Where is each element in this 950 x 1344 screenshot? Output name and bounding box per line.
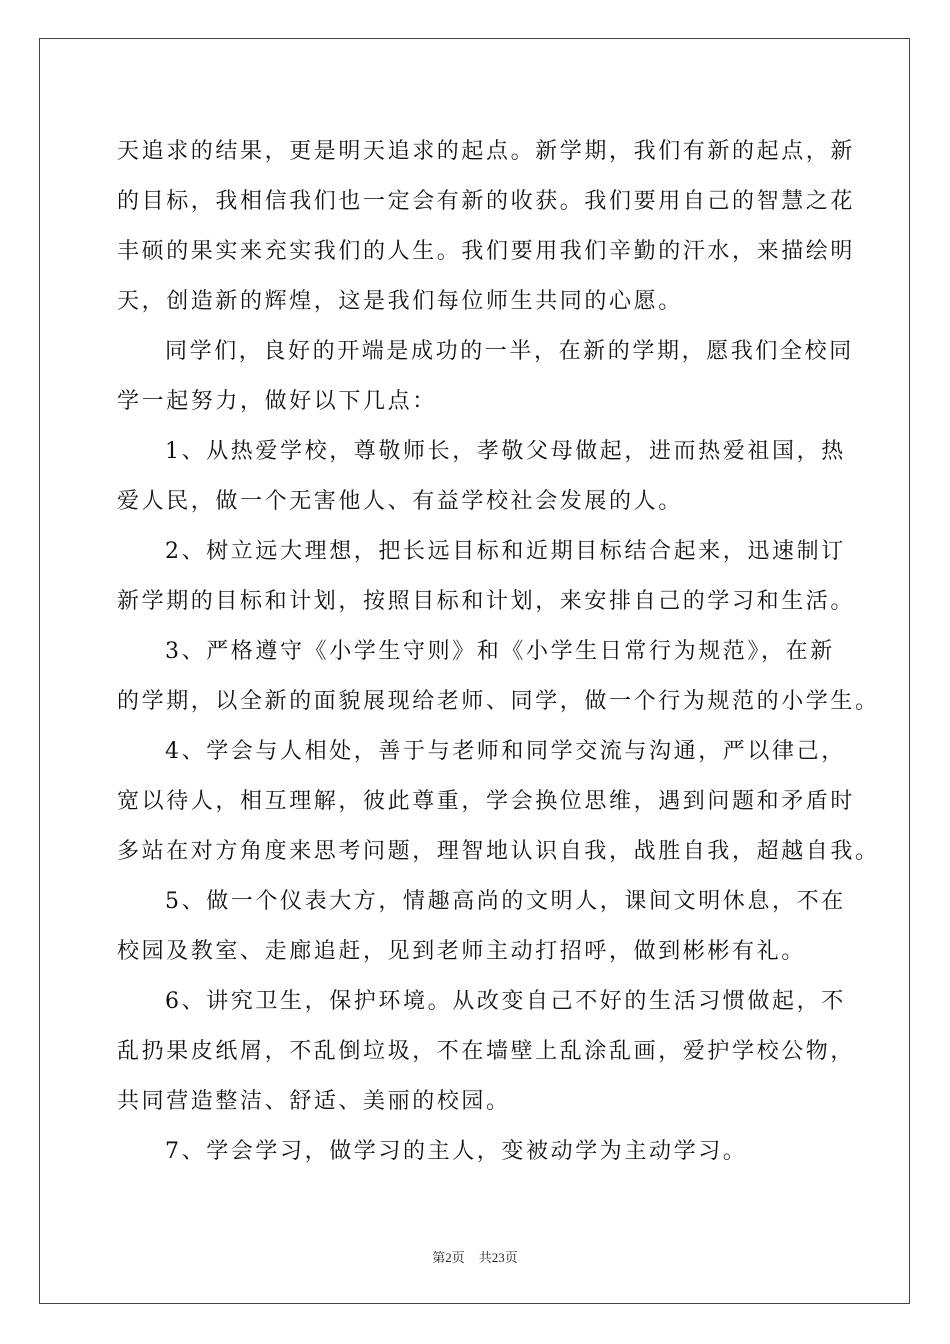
text-line: 1、从热爱学校，尊敬师长，孝敬父母做起，进而热爱祖国，热 [165, 439, 846, 464]
text-line: 同学们，良好的开端是成功的一半，在新的学期，愿我们全校同 [165, 339, 854, 364]
text-line: 宽以待人，相互理解，彼此尊重，学会换位思维，遇到问题和矛盾时 [117, 789, 856, 814]
text-line: 4、学会与人相处，善于与老师和同学交流与沟通，严以律己， [165, 739, 846, 764]
text-line: 2、树立远大理想，把长远目标和近期目标结合起来，迅速制订 [165, 539, 846, 564]
text-line: 天，创造新的辉煌，这是我们每位师生共同的心愿。 [117, 289, 683, 314]
page-number: 第2页 [432, 1250, 465, 1265]
text-line: 5、做一个仪表大方，情趣高尚的文明人，课间文明休息，不在 [165, 889, 846, 914]
text-line: 多站在对方角度来思考问题，理智地认识自我，战胜自我，超越自我。 [117, 839, 880, 864]
text-line: 天追求的结果，更是明天追求的起点。新学期，我们有新的起点，新 [117, 139, 856, 164]
text-line: 新学期的目标和计划，按照目标和计划，来安排自己的学习和生活。 [117, 589, 856, 614]
text-line: 丰硕的果实来充实我们的人生。我们要用我们辛勤的汗水，来描绘明 [117, 239, 856, 264]
page-total: 共23页 [478, 1250, 518, 1265]
text-line: 校园及教室、走廊追赶，见到老师主动打招呼，做到彬彬有礼。 [117, 939, 806, 964]
document-body [117, 127, 880, 1177]
text-line: 爱人民，做一个无害他人、有益学校社会发展的人。 [117, 489, 683, 514]
page-footer [0, 1247, 950, 1266]
text-line: 6、讲究卫生，保护环境。从改变自己不好的生活习惯做起，不 [165, 989, 846, 1014]
text-line: 共同营造整洁、舒适、美丽的校园。 [117, 1089, 511, 1114]
text-line: 7、学会学习，做学习的主人，变被动学为主动学习。 [165, 1139, 748, 1164]
text-line: 3、严格遵守《小学生守则》和《小学生日常行为规范》，在新 [165, 639, 835, 664]
text-line: 学一起努力，做好以下几点： [117, 389, 437, 414]
text-line: 的学期，以全新的面貌展现给老师、同学，做一个行为规范的小学生。 [117, 689, 880, 714]
text-line: 的目标，我相信我们也一定会有新的收获。我们要用自己的智慧之花 [117, 189, 856, 214]
text-line: 乱扔果皮纸屑，不乱倒垃圾，不在墙壁上乱涂乱画，爱护学校公物， [117, 1039, 856, 1064]
